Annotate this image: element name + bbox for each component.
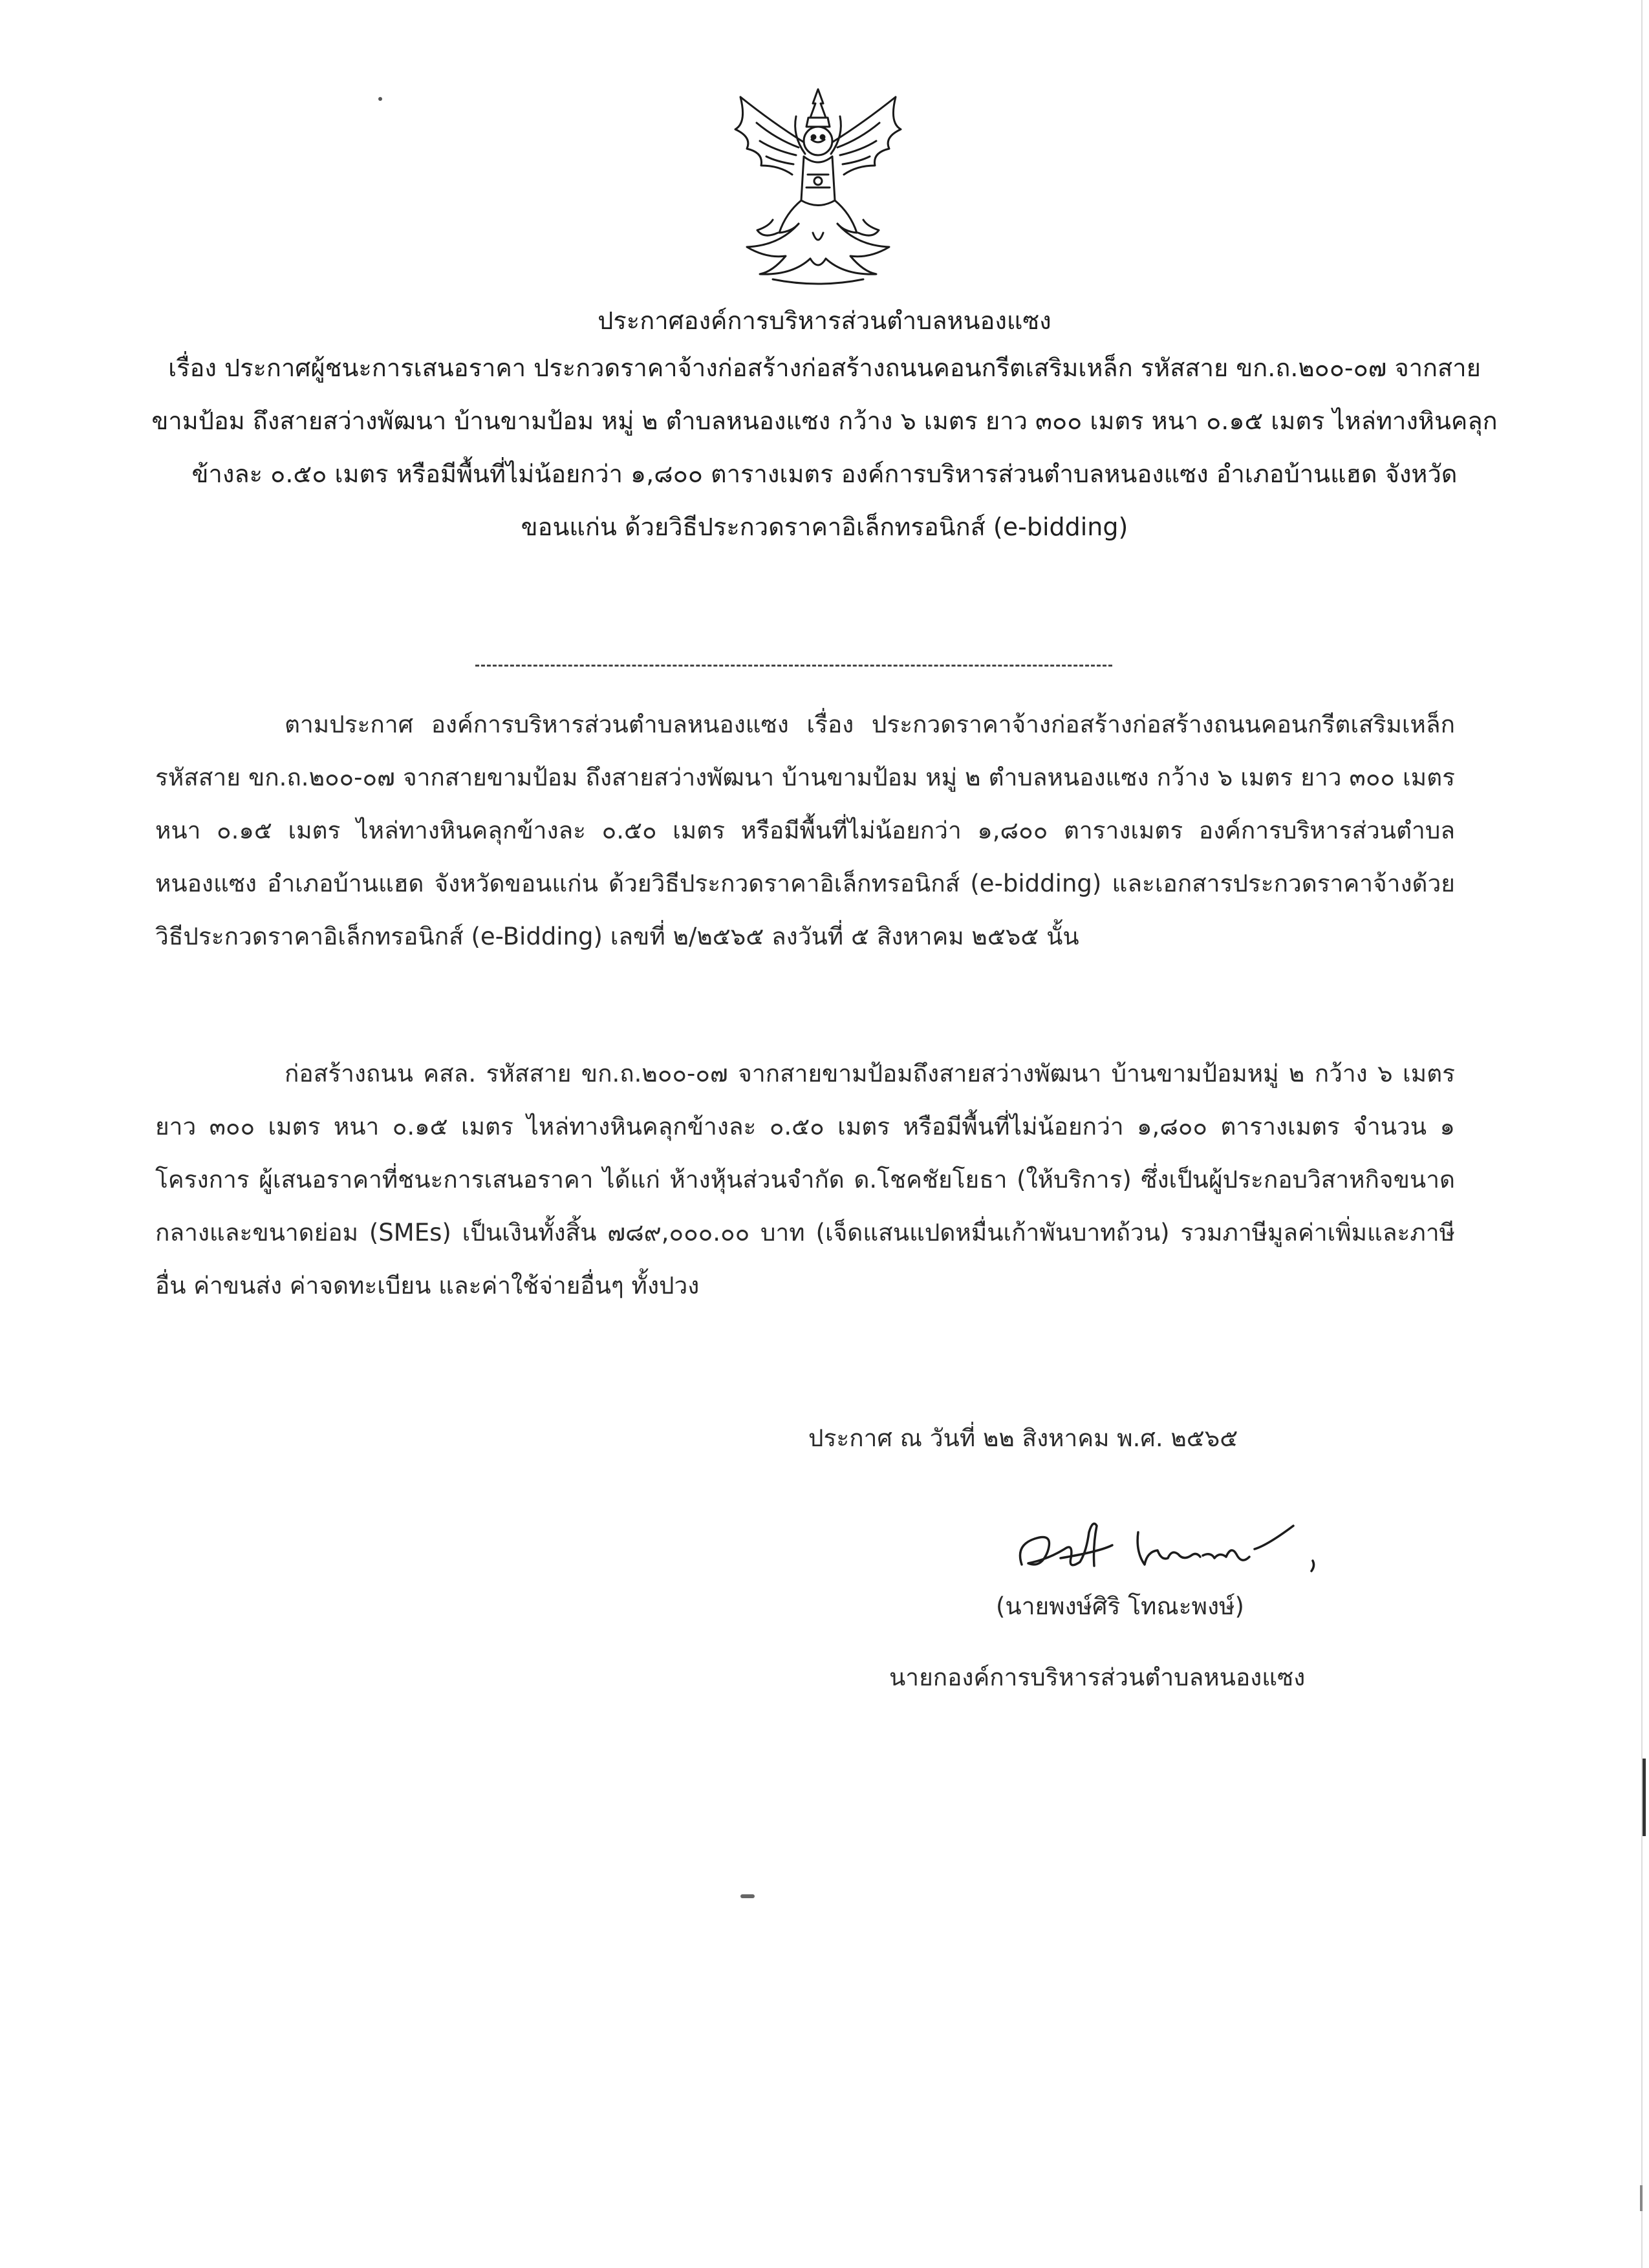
scan-edge-mark [1643, 1759, 1646, 1836]
scan-edge-mark [1641, 0, 1643, 2268]
announcement-subject: เรื่อง ประกาศผู้ชนะการเสนอราคา ประกวดราคาจ้างก่อสร้างก่อสร้างถนนคอนกรีตเสริมเหล็ก รหัสสาย ขก.ถ.๒๐๐-๐๗ จากสายขามป้อม ถึงสายสว่างพัฒนา บ้านขามป้อม หมู่ ๒ ตำบลหนองแซง กว้าง ๖ เมตร ยาว ๓๐๐ เมตร หนา ๐.๑๕ เมตร ไหล่ทางหินคลุกข้างละ ๐.๕๐ เมตร หรือมีพื้นที่ไม่น้อยกว่า ๑,๘๐๐ ตารางเมตร องค์การบริหารส่วนตำบลหนองแซง อำเภอบ้านแฮด จังหวัดขอนแก่น ด้วยวิธีประกวดราคาอิเล็กทรอนิกส์ (e-bidding) [151, 354, 1498, 541]
signer-name: (นายพงษ์ศิริ โทณะพงษ์) [996, 1592, 1244, 1620]
scan-speck [740, 1894, 755, 1898]
garuda-emblem-icon [702, 78, 934, 291]
signer-title: นายกองค์การบริหารส่วนตำบลหนองแซง [889, 1664, 1306, 1691]
announcement-date: ประกาศ ณ วันที่ ๒๒ สิงหาคม พ.ศ. ๒๕๖๕ [808, 1424, 1238, 1452]
scan-edge-mark [1640, 2185, 1643, 2211]
page-title: ประกาศองค์การบริหารส่วนตำบลหนองแซง [598, 306, 1051, 335]
handwritten-signature-icon [1009, 1506, 1345, 1584]
body-paragraph-2: ก่อสร้างถนน คสล. รหัสสาย ขก.ถ.๒๐๐-๐๗ จากสายขามป้อมถึงสายสว่างพัฒนา บ้านขามป้อมหมู่ ๒ กว้าง ๖ เมตร ยาว ๓๐๐ เมตร หนา ๐.๑๕ เมตร ไหล่ทางหินคลุกข้างละ ๐.๕๐ เมตร หรือมีพื้นที่ไม่น้อยกว่า ๑,๘๐๐ ตารางเมตร จำนวน ๑ โครงการ ผู้เสนอราคาที่ชนะการเสนอราคา ได้แก่ ห้างหุ้นส่วนจำกัด ด.โชคชัยโยธา (ให้บริการ) ซึ่งเป็นผู้ประกอบวิสาหกิจขนาดกลางและขนาดย่อม (SMEs) เป็นเงินทั้งสิ้น ๗๘๙,๐๐๐.๐๐ บาท (เจ็ดแสนแปดหมื่นเก้าพันบาทถ้วน) รวมภาษีมูลค่าเพิ่มและภาษีอื่น ค่าขนส่ง ค่าจดทะเบียน และค่าใช้จ่ายอื่นๆ ทั้งปวง [155, 1060, 1455, 1300]
body-paragraph-1: ตามประกาศ องค์การบริหารส่วนตำบลหนองแซง เรื่อง ประกวดราคาจ้างก่อสร้างก่อสร้างถนนคอนกรีตเสริมเหล็ก รหัสสาย ขก.ถ.๒๐๐-๐๗ จากสายขามป้อม ถึงสายสว่างพัฒนา บ้านขามป้อม หมู่ ๒ ตำบลหนองแซง กว้าง ๖ เมตร ยาว ๓๐๐ เมตร หนา ๐.๑๕ เมตร ไหล่ทางหินคลุกข้างละ ๐.๕๐ เมตร หรือมีพื้นที่ไม่น้อยกว่า ๑,๘๐๐ ตารางเมตร องค์การบริหารส่วนตำบลหนองแซง อำเภอบ้านแฮด จังหวัดขอนแก่น ด้วยวิธีประกวดราคาอิเล็กทรอนิกส์ (e-bidding) และเอกสารประกวดราคาจ้างด้วยวิธีประกวดราคาอิเล็กทรอนิกส์ (e-Bidding) เลขที่ ๒/๒๕๖๕ ลงวันที่ ๕ สิงหาคม ๒๕๖๕ นั้น [155, 711, 1455, 950]
section-divider [475, 665, 1112, 667]
scan-speck [378, 97, 382, 101]
